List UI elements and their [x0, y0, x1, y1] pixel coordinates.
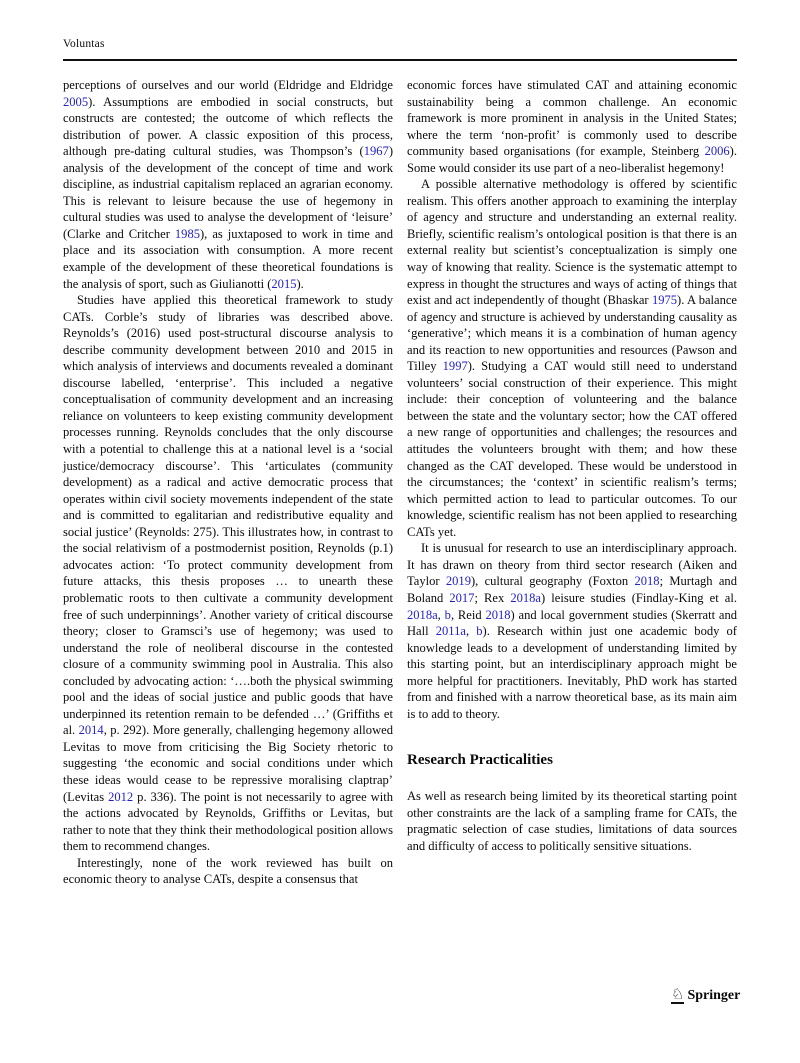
citation-link[interactable]: 2018: [485, 607, 511, 622]
text-run: ), as juxtaposed to work in time and place and its association with consumption. A more recent example of the development of these theoretical foundations is the analysis of sport, such as Giulianotti (: [63, 226, 393, 291]
paragraph: [407, 77, 737, 176]
citation-link[interactable]: b: [476, 624, 483, 639]
citation-link[interactable]: 2017: [449, 590, 475, 605]
text-run: ,: [465, 624, 477, 639]
text-run: As well as research being limited by its theoretical starting point other constraints are the lack of a sampling frame for CATs, the pragmatic selection of case studies, limitations of data sources and difficulty of access to politically sensitive situations.: [407, 789, 737, 853]
citation-link[interactable]: 2018: [634, 574, 660, 589]
two-column-body: [63, 77, 737, 888]
text-run: ). Assumptions are embodied in social constructs, but constructs are contested; the outcome of which reflects the distribution of power. A classic exposition of this process, although pre-dating cultural studies, was Thompson’s (: [63, 94, 393, 159]
citation-link[interactable]: 2006: [704, 144, 730, 159]
text-run: ; Murtagh and Boland: [407, 574, 737, 605]
text-run: ). Studying a CAT would still need to understand volunteers’ social construction of their experience. This might include: their conception of volunteering and the balance between the state and the voluntary sector; how the CAT offered a new range of opportunities and challenges; the resources and attitudes the volunteers brought with them; and how these changed as the CAT developed. These would be understood in the circumstances; the ‘context’ in scientific realism’s terms; which permitted action to lead to particular outcomes. To our knowledge, scientific realism has not been applied to researching CATs yet.: [407, 359, 737, 539]
publisher-name: Springer: [687, 988, 741, 1003]
citation-link[interactable]: 2015: [271, 276, 297, 291]
text-run: perceptions of ourselves and our world (Eldridge and Eldridge: [63, 78, 393, 92]
citation-link[interactable]: 1967: [363, 144, 389, 159]
text-run: ), cultural geography (Foxton: [470, 574, 635, 589]
paragraph: [407, 176, 737, 540]
text-run: ) analysis of the development of the concept of time and work discipline, as industrial capitalism replaced an agrarian economy. This is relevant to leisure because the use of hegemony in cultural studies was used to analyse the development of ‘leisure’ (Clarke and Critcher: [63, 144, 393, 241]
header-rule: [63, 59, 737, 61]
text-run: Studies have applied this theoretical framework to study CATs. Corble’s study of libraries was described above. Reynolds’s (2016) used post-structural discourse analysis to describe community development between 2010 and 2015 in which analysis of interviews and documents revealed a dominant discourse labelled, ‘enterprise’. This included a negative conceptualisation of community development and an increasing reliance on volunteers to keep existing community development processes running. Reynolds concludes that the only discourse with a potential to challenge this at a national level is a ‘social justice/democracy discourse’. This ‘articulates (community development) as a radical and active democratic process that operates within civil society movements independent of the state and is committed to egalitarian and redistributive equality and social justice’ (Reynolds: 275). This illustrates how, in contrast to the social relativism of a postmodernist position, Reynolds (p.1) advocates action: ‘To protect community development from future attacks, this thesis proposes … to unearth these problematic roots to then cultivate a community development free of such underpinnings’. Another variety of critical discourse theory; closer to Gramsci’s use of hegemony; was used to understand the role of neoliberal discourse in the contested closure of a community swimming pool in Australia. This also concluded by advocating action: ‘….both the physical swimming pool and the ideas of social justice and public goods that have underpinned its retention remain to be defended …’ (Griffiths et al.: [63, 293, 393, 738]
text-run: , Reid: [450, 607, 486, 622]
paragraph: [63, 292, 393, 855]
text-run: Interestingly, none of the work reviewed has built on economic theory to analyse CATs, despite a consensus that: [63, 855, 393, 887]
text-run: It is unusual for research to use an interdisciplinary approach. It has drawn on theory from third sector research (Aiken and Taylor: [407, 541, 737, 589]
text-run: ,: [437, 607, 445, 622]
citation-link[interactable]: 1985: [174, 226, 200, 241]
citation-link[interactable]: 2011a: [435, 624, 466, 639]
paragraph: [63, 77, 393, 292]
citation-link[interactable]: b: [444, 607, 451, 622]
citation-link[interactable]: 2014: [78, 723, 104, 738]
paragraph: [407, 540, 737, 722]
left-column: [63, 77, 393, 888]
text-run: p. 336). The point is not necessarily to agree with the actions advocated by Reynolds, Griffiths or Levitas, but rather to note that they think their methodological position allows them to recommend changes.: [63, 789, 393, 854]
citation-link[interactable]: 2005: [63, 94, 89, 109]
text-run: , p. 292). More generally, challenging hegemony allowed Levitas to move from criticising the Big Society rhetoric to suggesting ‘the economic and social conditions under which these ideas would cease to be repressive moralising claptrap’ (Levitas: [63, 723, 393, 804]
citation-link[interactable]: 2018a: [407, 607, 438, 622]
publisher-footer: [671, 987, 740, 1004]
citation-link[interactable]: 2019: [445, 574, 471, 589]
running-head-journal-title: Voluntas: [63, 38, 105, 50]
citation-link[interactable]: 2018a: [510, 590, 541, 605]
text-run: ; Rex: [474, 590, 511, 605]
citation-link[interactable]: 1975: [651, 293, 678, 308]
paragraph: [63, 855, 393, 888]
section-heading: Research Practicalities: [407, 752, 553, 769]
citation-link[interactable]: 1997: [442, 359, 468, 374]
springer-logo-icon: ♘: [671, 985, 685, 1003]
text-run: ).: [296, 276, 304, 291]
citation-link[interactable]: 2012: [108, 789, 134, 804]
text-run: ) leisure studies (Findlay-King et al.: [541, 590, 737, 605]
text-run: economic forces have stimulated CAT and attaining economic sustainability being a common challenge. An economic framework is more prominent in analysis in the United States; where the term ‘non-profit’ is commonly used to describe community based organisations (for example, Steinberg: [407, 78, 737, 159]
right-column: [407, 77, 737, 888]
text-run: ) and local government studies (Skerratt and Hall: [407, 607, 737, 639]
text-run: ). Research within just one academic body of knowledge leads to a development of understanding limited by this starting point, but an interdisciplinary approach might be more helpful for practitioners. Inevitably, PhD work has started from and finished with a narrow theoretical base, as its main aim is to add to theory.: [407, 624, 737, 721]
text-run: ). A balance of agency and structure is achieved by understanding causality as ‘generative’; which means it is a combination of human agency and its reaction to new opportunities and resources (Pawson and Tilley: [407, 293, 737, 374]
text-run: ). Some would consider its use part of a neo-liberalist hegemony!: [407, 144, 737, 175]
paragraph: [407, 788, 737, 854]
text-run: A possible alternative methodology is offered by scientific realism. This offers another approach to examining the interplay of agency and structure and understanding an external reality. Briefly, scientific realism’s ontological position is that there is an external reality but scientist’s conceptualization is simply one way of knowing that reality. Science is the systematic attempt to express in thought the structures and ways of acting of things that exist and act independently of thought (Bhaskar: [407, 177, 737, 308]
